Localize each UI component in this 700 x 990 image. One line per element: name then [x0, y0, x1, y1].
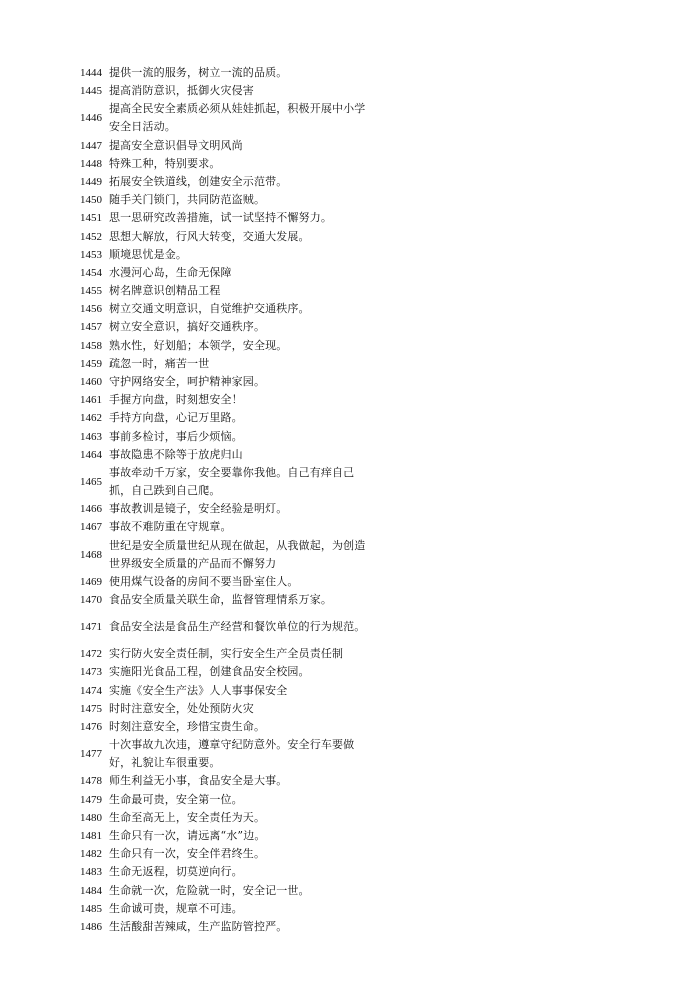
list-item — [80, 537, 400, 573]
item-text: 思想大解放，行风大转变，交通大发展。 — [109, 229, 310, 243]
item-number: 1448 — [80, 157, 102, 170]
list-item — [80, 428, 400, 446]
item-text: 生活酸甜苦辣咸，生产监防管控严。 — [109, 919, 288, 933]
item-text: 世纪是安全质量世纪从现在做起，从我做起，为创造世界级安全质量的产品而不懈努力 — [109, 538, 366, 570]
item-text: 手握方向盘，时刻想安全！ — [109, 393, 243, 407]
item-number: 1460 — [80, 376, 102, 388]
item-text: 事故牵动千万家，安全要靠你我他。自己有痒自己抓，自己跌到自己爬。 — [109, 465, 355, 497]
item-number: 1449 — [80, 175, 102, 188]
item-text: 树名牌意识创精品工程 — [109, 284, 221, 298]
item-text: 守护网络安全，呵护精神家园。 — [109, 375, 266, 388]
list-item — [80, 391, 400, 409]
item-text: 特殊工种，特别要求。 — [109, 156, 221, 170]
item-number: 1458 — [80, 339, 102, 352]
item-text: 疏忽一时，痛苦一世 — [109, 356, 210, 370]
item-text: 食品安全法是食品生产经营和餐饮单位的行为规范。 — [109, 620, 366, 634]
item-text: 实施《安全生产法》人人事事保安全 — [109, 683, 288, 697]
list-item — [80, 736, 400, 772]
list-item — [80, 246, 400, 264]
list-item — [80, 682, 400, 700]
item-number: 1456 — [80, 303, 102, 316]
item-number: 1463 — [80, 430, 102, 443]
slogan-list — [80, 64, 400, 936]
item-number: 1468 — [80, 548, 102, 561]
list-item — [80, 282, 400, 300]
list-item — [80, 373, 400, 391]
item-text: 生命至高无上，安全责任为天。 — [109, 810, 266, 824]
list-item — [80, 591, 400, 609]
list-item — [80, 446, 400, 464]
item-number: 1481 — [80, 829, 102, 842]
list-item — [80, 772, 400, 790]
item-number: 1475 — [80, 702, 102, 715]
item-text: 生命最可贵，安全第一位。 — [109, 792, 243, 806]
item-text: 事故隐患不除等于放虎归山 — [109, 447, 243, 461]
item-number: 1480 — [80, 811, 102, 824]
list-item — [80, 573, 400, 591]
item-text: 事故不难防重在守规章。 — [109, 520, 232, 534]
item-text: 拓展安全铁道线，创建安全示范带。 — [109, 174, 288, 188]
item-number: 1466 — [80, 503, 102, 516]
list-item — [80, 318, 400, 336]
list-item — [80, 100, 400, 136]
item-number: 1451 — [80, 212, 102, 225]
list-item — [80, 64, 400, 82]
item-number: 1454 — [80, 266, 102, 279]
list-item — [80, 464, 400, 500]
list-item — [80, 300, 400, 318]
item-text: 生命只有一次，请远离“水”边。 — [109, 828, 266, 842]
list-item — [80, 337, 400, 355]
list-item — [80, 500, 400, 518]
list-item — [80, 718, 400, 736]
item-text: 水漫河心岛，生命无保障 — [109, 265, 232, 279]
list-item — [80, 609, 400, 645]
item-text: 树立交通文明意识，自觉维护交通秩序。 — [109, 302, 310, 316]
list-item — [80, 264, 400, 282]
item-number: 1465 — [80, 475, 102, 488]
item-number: 1462 — [80, 412, 102, 425]
list-item — [80, 791, 400, 809]
item-text: 食品安全质量关联生命，监督管理情系万家。 — [109, 592, 332, 606]
item-text: 提供一流的服务，树立一流的品质。 — [109, 66, 288, 79]
item-text: 十次事故九次违，遵章守纪防意外。安全行车要做好，礼貌让车很重要。 — [109, 738, 355, 770]
list-item — [80, 845, 400, 863]
item-number: 1467 — [80, 521, 102, 534]
list-item — [80, 155, 400, 173]
item-number: 1447 — [80, 139, 102, 152]
item-number: 1482 — [80, 848, 102, 861]
item-text: 生命只有一次，安全伴君终生。 — [109, 847, 266, 861]
list-item — [80, 173, 400, 191]
item-text: 生命诚可贵，规章不可违。 — [109, 901, 243, 915]
list-item — [80, 409, 400, 427]
item-number: 1444 — [80, 67, 102, 79]
list-item — [80, 809, 400, 827]
list-item — [80, 900, 400, 918]
list-item — [80, 355, 400, 373]
item-number: 1476 — [80, 721, 102, 733]
item-text: 思一思研究改善措施，试一试坚持不懈努力。 — [109, 211, 332, 225]
item-text: 提高全民安全素质必须从娃娃抓起，积极开展中小学安全日活动。 — [109, 102, 366, 134]
item-number: 1457 — [80, 321, 102, 334]
item-number: 1455 — [80, 285, 102, 298]
item-text: 随手关门锁门，共同防范盗贼。 — [109, 193, 266, 207]
item-number: 1474 — [80, 684, 102, 697]
item-number: 1464 — [80, 448, 102, 461]
item-text: 提高安全意识倡导文明风尚 — [109, 138, 243, 152]
item-text: 使用煤气设备的房间不要当卧室住人。 — [109, 574, 299, 588]
item-number: 1450 — [80, 194, 102, 207]
item-number: 1483 — [80, 866, 102, 879]
list-item — [80, 645, 400, 663]
item-number: 1453 — [80, 248, 102, 261]
item-number: 1445 — [80, 85, 102, 98]
item-text: 事故教训是镜子，安全经验是明灯。 — [109, 502, 288, 516]
item-number: 1470 — [80, 593, 102, 606]
item-text: 熟水性，好划船；本领学，安全现。 — [109, 338, 288, 352]
item-text: 实行防火安全责任制，实行安全生产全员责任制 — [109, 647, 344, 661]
item-number: 1486 — [80, 920, 102, 933]
item-text: 实施阳光食品工程，创建食品安全校园。 — [109, 665, 310, 679]
item-text: 生命就一次，危险就一时，安全记一世。 — [109, 883, 310, 897]
list-item — [80, 209, 400, 227]
item-number: 1452 — [80, 230, 102, 243]
item-text: 树立安全意识，搞好交通秩序。 — [109, 320, 266, 334]
list-item — [80, 863, 400, 881]
item-number: 1485 — [80, 902, 102, 915]
item-number: 1471 — [80, 621, 102, 634]
item-number: 1479 — [80, 793, 102, 806]
item-number: 1446 — [80, 112, 102, 125]
item-text: 时时注意安全，处处预防火灾 — [109, 701, 254, 715]
list-item — [80, 228, 400, 246]
item-text: 手持方向盘，心记万里路。 — [109, 411, 243, 425]
list-item — [80, 918, 400, 936]
item-text: 时刻注意安全，珍惜宝贵生命。 — [109, 720, 266, 733]
list-item — [80, 191, 400, 209]
list-item — [80, 82, 400, 100]
item-number: 1459 — [80, 357, 102, 370]
item-number: 1461 — [80, 394, 102, 407]
item-number: 1478 — [80, 775, 102, 788]
item-text: 师生利益无小事，食品安全是大事。 — [109, 774, 288, 788]
list-item — [80, 700, 400, 718]
item-number: 1473 — [80, 666, 102, 679]
item-text: 顺境思忧是金。 — [109, 247, 188, 261]
item-number: 1472 — [80, 648, 102, 661]
item-text: 生命无返程，切莫逆向行。 — [109, 865, 243, 879]
list-item — [80, 827, 400, 845]
item-number: 1477 — [80, 748, 102, 761]
item-text: 事前多检讨，事后少烦恼。 — [109, 429, 243, 443]
item-number: 1484 — [80, 884, 102, 897]
list-item — [80, 137, 400, 155]
list-item — [80, 882, 400, 900]
item-number: 1469 — [80, 575, 102, 588]
list-item — [80, 663, 400, 681]
list-item — [80, 518, 400, 536]
item-text: 提高消防意识，抵御火灾侵害 — [109, 84, 254, 98]
